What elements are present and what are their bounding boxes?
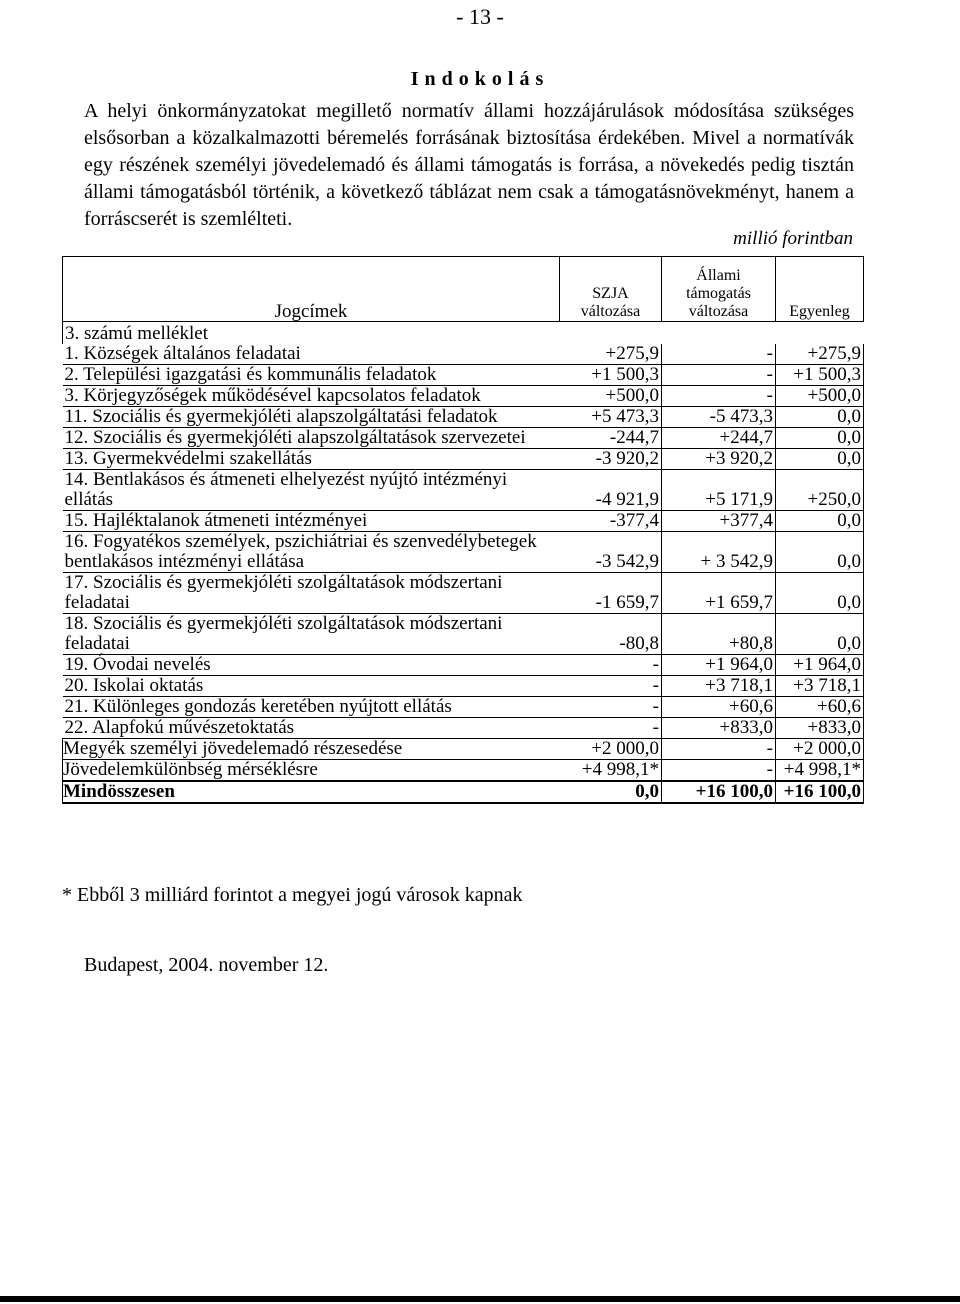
header-szja: SZJA változása: [560, 257, 662, 322]
row-allami: -: [662, 739, 776, 760]
row-name: 17. Szociális és gyermekjóléti szolgáltatások módszertani feladatai: [63, 573, 560, 614]
row-allami: +833,0: [662, 718, 776, 739]
header-egyenleg: Egyenleg: [776, 257, 864, 322]
row-szja: +275,9: [560, 344, 662, 365]
row-szja: +4 998,1*: [560, 760, 662, 782]
place-date: Budapest, 2004. november 12.: [84, 954, 329, 976]
row-allami: +1 964,0: [662, 655, 776, 676]
row-egyenleg: +2 000,0: [776, 739, 864, 760]
table-header-row: [63, 257, 864, 322]
row-egyenleg: 0,0: [776, 614, 864, 655]
row-allami: +3 920,2: [662, 449, 776, 470]
row-allami: +1 659,7: [662, 573, 776, 614]
row-szja: -80,8: [560, 614, 662, 655]
header-jogcimek: Jogcímek: [63, 257, 560, 322]
row-szja: -3 920,2: [560, 449, 662, 470]
row-allami: -: [662, 760, 776, 782]
row-name: 11. Szociális és gyermekjóléti alapszolgáltatási feladatok: [63, 407, 560, 428]
table-row: [63, 344, 864, 365]
row-egyenleg: 0,0: [776, 532, 864, 573]
row-szja: +1 500,3: [560, 365, 662, 386]
total-row: [63, 739, 864, 760]
row-szja: -3 542,9: [560, 532, 662, 573]
row-name: 12. Szociális és gyermekjóléti alapszolgáltatások szervezetei: [63, 428, 560, 449]
row-allami: +80,8: [662, 614, 776, 655]
section-row: [63, 322, 864, 345]
row-allami: +3 718,1: [662, 676, 776, 697]
bottom-rule: [0, 1296, 960, 1302]
section-heading: Indokolás: [410, 68, 550, 90]
row-egyenleg: +833,0: [776, 718, 864, 739]
row-egyenleg: +4 998,1*: [776, 760, 864, 782]
table-row: [63, 428, 864, 449]
unit-label: millió forintban: [733, 228, 853, 249]
row-egyenleg: +1 500,3: [776, 365, 864, 386]
row-egyenleg: 0,0: [776, 449, 864, 470]
row-egyenleg: +250,0: [776, 470, 864, 511]
row-szja: -: [560, 655, 662, 676]
row-egyenleg: 0,0: [776, 511, 864, 532]
table-row: [63, 449, 864, 470]
row-allami: +5 171,9: [662, 470, 776, 511]
row-szja: -4 921,9: [560, 470, 662, 511]
row-szja: +500,0: [560, 386, 662, 407]
intro-paragraph: A helyi önkormányzatokat megillető normatív állami hozzájárulások módosítása szükséges elsősorban a közalkalmazotti béremelés forrásának biztosítása érdekében. Mivel a normatívák egy részének személyi jövedelemadó és állami támogatás is forrása, a növekedés pedig tisztán állami támogatásból történik, a következő táblázat nem csak a támogatásnövekményt, hanem a forráscserét is szemlélteti.: [84, 100, 854, 230]
row-name: Megyék személyi jövedelemadó részesedése: [63, 739, 560, 760]
table-row: [63, 697, 864, 718]
table-row: [63, 386, 864, 407]
row-egyenleg: +500,0: [776, 386, 864, 407]
row-szja: -1 659,7: [560, 573, 662, 614]
total-row: [63, 760, 864, 782]
row-egyenleg: +1 964,0: [776, 655, 864, 676]
table-row: [63, 511, 864, 532]
table-row: [63, 655, 864, 676]
row-allami: -5 473,3: [662, 407, 776, 428]
row-name: Mindösszesen: [63, 781, 560, 803]
row-name: 3. Körjegyzőségek működésével kapcsolatos feladatok: [63, 386, 560, 407]
row-szja: -377,4: [560, 511, 662, 532]
row-allami: +377,4: [662, 511, 776, 532]
row-allami: -: [662, 344, 776, 365]
row-szja: +5 473,3: [560, 407, 662, 428]
table-row: [63, 614, 864, 655]
row-name: 16. Fogyatékos személyek, pszichiátriai és szenvedélybetegek bentlakásos intézményi ellátása: [63, 532, 560, 573]
table-row: [63, 532, 864, 573]
row-szja: -: [560, 676, 662, 697]
row-szja: -: [560, 718, 662, 739]
row-allami: -: [662, 365, 776, 386]
row-name: 22. Alapfokú művészetoktatás: [63, 718, 560, 739]
budget-table: [62, 256, 864, 804]
row-name: 21. Különleges gondozás keretében nyújtott ellátás: [63, 697, 560, 718]
row-allami: -: [662, 386, 776, 407]
row-szja: +2 000,0: [560, 739, 662, 760]
table-row: [63, 365, 864, 386]
row-egyenleg: 0,0: [776, 573, 864, 614]
row-szja: -: [560, 697, 662, 718]
row-allami: +60,6: [662, 697, 776, 718]
row-allami: + 3 542,9: [662, 532, 776, 573]
table-row: [63, 407, 864, 428]
row-name: 1. Községek általános feladatai: [63, 344, 560, 365]
section-label: 3. számú melléklet: [63, 322, 864, 345]
header-allami: Állami támogatás változása: [662, 257, 776, 322]
row-name: Jövedelemkülönbség mérséklésre: [63, 760, 560, 782]
table-row: [63, 470, 864, 511]
row-egyenleg: +60,6: [776, 697, 864, 718]
row-name: 13. Gyermekvédelmi szakellátás: [63, 449, 560, 470]
grand-total-row: [63, 781, 864, 803]
table-row: [63, 676, 864, 697]
footnote: * Ebből 3 milliárd forintot a megyei jogú városok kapnak: [62, 884, 523, 906]
row-name: 20. Iskolai oktatás: [63, 676, 560, 697]
row-name: 18. Szociális és gyermekjóléti szolgáltatások módszertani feladatai: [63, 614, 560, 655]
row-egyenleg: +3 718,1: [776, 676, 864, 697]
row-egyenleg: +16 100,0: [776, 781, 864, 803]
row-name: 19. Óvodai nevelés: [63, 655, 560, 676]
row-szja: -244,7: [560, 428, 662, 449]
row-allami: +16 100,0: [662, 781, 776, 803]
row-name: 14. Bentlakásos és átmeneti elhelyezést nyújtó intézményi ellátás: [63, 470, 560, 511]
row-szja: 0,0: [560, 781, 662, 803]
page-number: - 13 -: [456, 4, 504, 29]
row-name: 15. Hajléktalanok átmeneti intézményei: [63, 511, 560, 532]
row-allami: +244,7: [662, 428, 776, 449]
row-egyenleg: 0,0: [776, 407, 864, 428]
table-row: [63, 718, 864, 739]
row-egyenleg: 0,0: [776, 428, 864, 449]
table-row: [63, 573, 864, 614]
budget-table-body: [63, 257, 864, 804]
row-name: 2. Települési igazgatási és kommunális feladatok: [63, 365, 560, 386]
row-egyenleg: +275,9: [776, 344, 864, 365]
